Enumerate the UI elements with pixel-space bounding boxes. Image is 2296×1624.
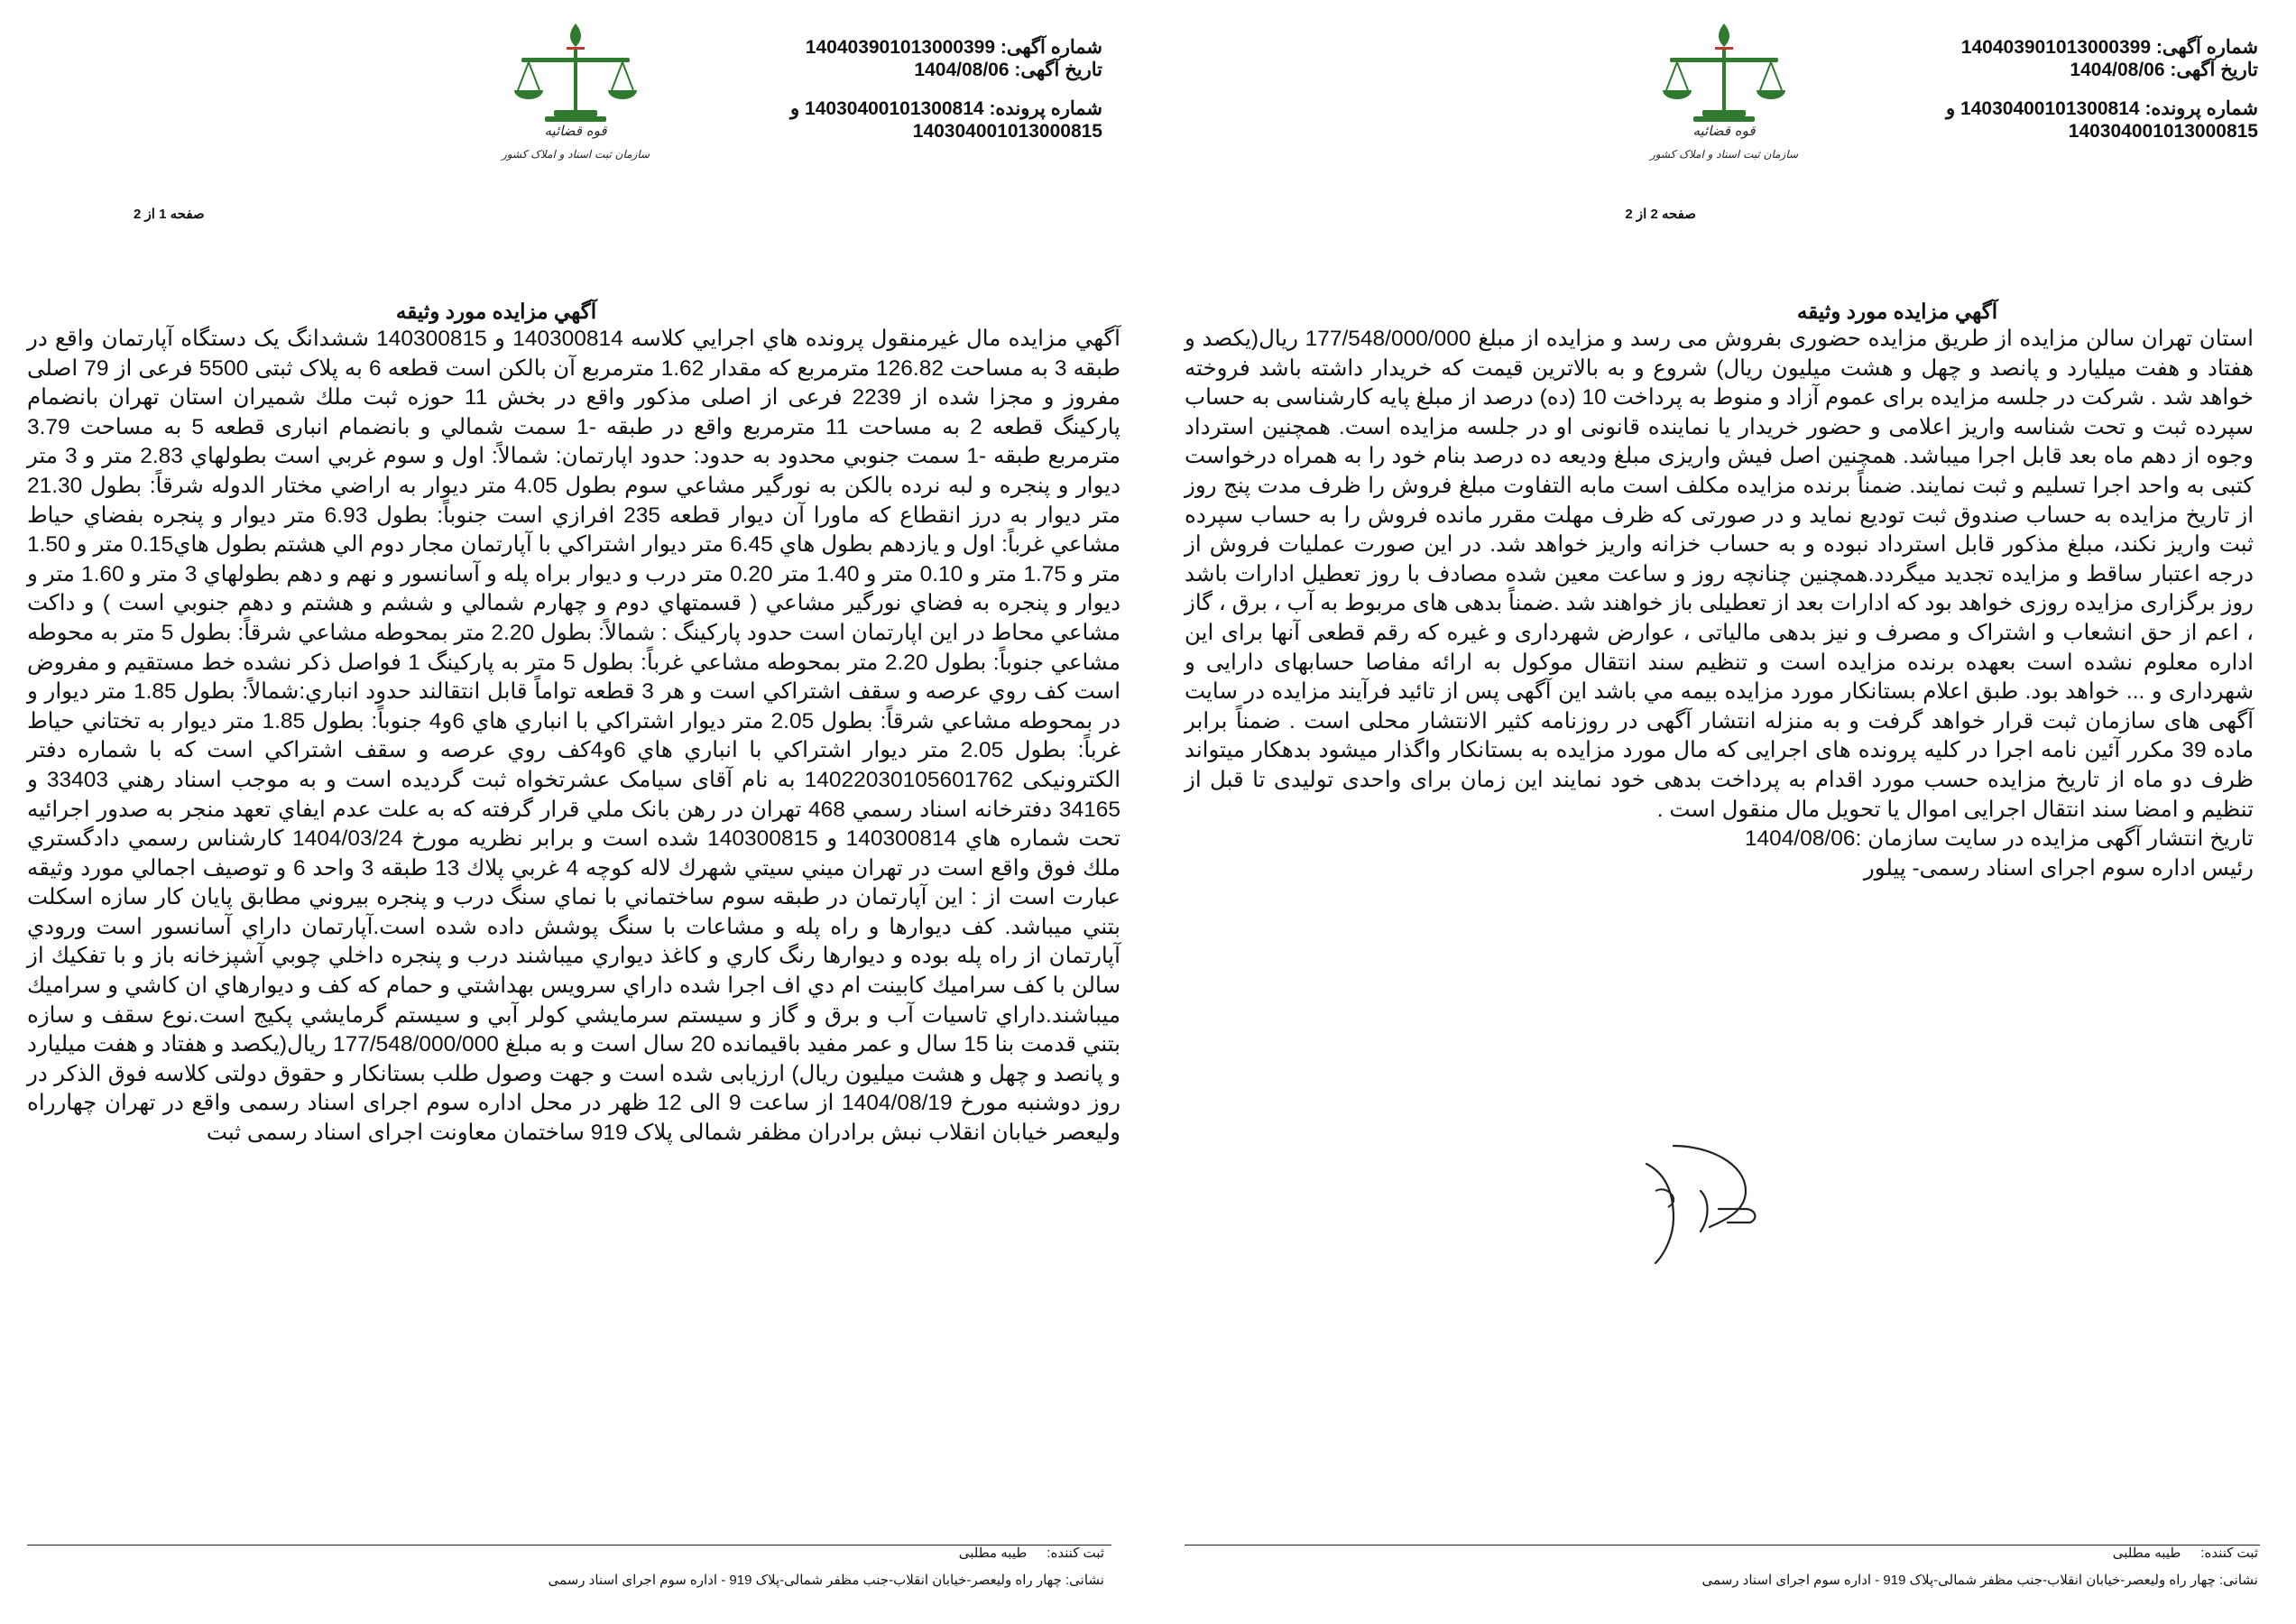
notice-body: [27, 325, 1120, 1149]
ad-date-label: تاریخ آگهی:: [2170, 60, 2258, 80]
footer: [1702, 1545, 2258, 1590]
page-number: صفحه 2 از 2: [1625, 207, 1696, 222]
emblem-caption-1: قوه قضائیه: [1692, 123, 1756, 139]
signature-icon: [1592, 1128, 1791, 1281]
footer: [549, 1545, 1104, 1590]
publish-date-line: تاریخ انتشار آگهی مزایده در سایت سازمان :1404/08/06: [1744, 826, 2254, 852]
case-and: و: [1946, 98, 1956, 119]
ad-number: 140403901013000399: [1960, 37, 2152, 58]
address: چهار راه ولیعصر-خیابان انقلاب-جنب مظفر شمالی-پلاک 919 - اداره سوم اجرای اسناد رسمی: [1701, 1573, 2216, 1588]
body-paragraph: استان تهران سالن مزايده از طريق مزايده حضوری بفروش می رسد و مزايده از مبلغ 177/548/000/000 ريال(يکصد و هفتاد و هفت ميليارد و پانصد و چهل و هشت ميليون ريال) شروع و به بالاترين قيمت که خريدار داشته باشد فروخته خواهد شد . شرکت در جلسه مزايده برای عموم آزاد و منوط به پرداخت 10 (ده) درصد از مبلغ پايه کارشناسی به حساب سپرده ثبت و تحت شناسه واريز اعلامی و حضور خريدار يا نماينده قانونی او در جلسه مزايده است. همچنين استرداد وجوه از دهم ماه بعد قابل اجرا ميباشد. همچنين اصل فيش واريزی مبلغ وديعه ده درصد بنام خود را به همراه درخواست کتبی به واحد اجرا تسليم و ثبت نمايند. ضمناً برنده مزايده مکلف است مابه التفاوت مبلغ فروش را ظرف مدت پنج روز از تاريخ مزايده به حساب صندوق ثبت توديع نمايد و در صورتی که ظرف مهلت مقرر مانده فروش را به حساب سپرده ثبت واريز نکند، مبلغ مذکور قابل استرداد نبوده و به حساب خزانه واريز خواهد شد. در اين صورت عمليات فروش از درجه اعتبار ساقط و مزايده تجديد ميگردد.همچنين چنانچه روز و ساعت معين شده مصادف با روز تعطيل ادارات باشد روز برگزاری مزايده روزی خواهد بود که ادارات بعد از تعطيلی باز خواهند شد .ضمناً بدهی های مربوط به آب ، برق ، گاز ، اعم از حق انشعاب و اشتراک و مصرف و نيز بدهی مالياتی ، عوارض شهرداری و غيره که رقم قطعی آنها برای اين اداره معلوم نشده است بعهده برنده مزايده است و تنظيم سند انتقال موکول به ارائه مفاصا حسابهای دارايی و شهرداری و ... خواهد بود. طبق اعلام بستانکار مورد مزايده بيمه مي باشد اين آگهی پس از تائيد فرآيند مزايده در سايت آگهی های سازمان ثبت قرار خواهد گرفت و به منزله انتشار آگهی در روزنامه کثير الانتشار محلی است . ضمناً برابر ماده 39 مکرر آئين نامه اجرا در کليه پرونده های اجرايی که مال مورد مزايده به بستانکار واگذار ميشود بدهکار ميتواند ظرف دو ماه از تاريخ مزايده حسب مورد اقدام به پرداخت بدهی خود نمايند اين زمان برای واحدی توليدی تا قبل از تنظيم و امضا سند انتقال اجرايی اموال يا تحويل مال منقول است .: [1185, 327, 2254, 822]
case-number-1: 14030400101300814: [1960, 98, 2140, 119]
ad-date: 1404/08/06: [2070, 60, 2165, 80]
case-number-label: شماره پرونده:: [989, 98, 1102, 119]
registrar-label: ثبت کننده:: [2200, 1546, 2258, 1561]
case-number-label: شماره پرونده:: [2144, 98, 2258, 119]
body-paragraph: آگهي مزايده مال غيرمنقول پرونده هاي اجرايي کلاسه 140300814 و 140300815 ششدانگ يک دستگاه آپارتمان واقع در طبقه 3 به مساحت 126.82 مترمربع که مقدار 1.62 مترمربع آن بالکن است قطعه 6 به پلاک ثبتی 5500 فرعی از 79 اصلی مفروز و مجزا شده از 2239 فرعی از اصلی مذکور واقع در بخش 11 حوزه ثبت ملك شميران استان تهران بانضمام پارکينگ قطعه 2 به مساحت 11 مترمربع واقع در طبقه -1 سمت شمالي و بانضمام انباری قطعه 5 به مساحت 3.79 مترمربع طبقه -1 سمت جنوبي محدود به حدود: حدود اپارتمان: شمالاً: اول و سوم غربي است بطولهاي 2.83 متر و 3 متر ديوار و پنجره و لبه نرده بالكن به نورگير مشاعي سوم بطول 4.05 متر ديوار به اراضي مختار الدوله شرقاً: بطول 21.30 متر ديوار به درز انقطاع كه ماورا آن ديوار قطعه 235 افرازي است جنوباً: بطول 6.93 متر ديوار و پنجره بفضاي حياط مشاعي غرباً: اول و يازدهم بطول هاي 6.45 متر ديوار اشتراكي با آپارتمان مجار دوم الي هشتم بطول هاي0.15 متر و 1.50 متر و 1.75 متر و 0.10 متر و 1.40 متر 0.20 متر درب و ديوار براه پله و آسانسور و نهم و دهم بطولهاي 3 متر و 1.60 متر و ديوار و پنجره به فضاي نورگير مشاعي ( قسمتهاي دوم و چهارم شمالي و ششم و هشتم و دهم جنوبي است ) و داكت مشاعي محاط در اين اپارتمان است حدود پاركينگ : شمالاً: بطول 2.20 متر بمحوطه مشاعي شرقاً: بطول 5 متر به محوطه مشاعي جنوباً: بطول 2.20 متر بمحوطه مشاعي غرباً: بطول 5 متر به پاركينگ 1 فواصل ذكر نشده خط مستقيم و مفروض است كف روي عرصه و سقف اشتراكي است و هر 3 قطعه تواماً قابل انتقالند حدود انباري:شمالاً: بطول 1.85 متر ديوار و در بمحوطه مشاعي شرقاً: بطول 2.05 متر ديوار اشتراكي با انباري هاي 6و4 جنوباً: بطول 1.85 متر ديوار به تختاني حياط غرباً: بطول 2.05 متر ديوار اشتراكي با انباري هاي 6و4كف روي عرصه و سقف اشتراكي است كه با شماره دفتر الکترونیکی 14022030105601762 به نام آقای سیامک عشرتخواه ثبت گردیده است و به موجب اسناد رهني 33403 و 34165 دفترخانه اسناد رسمي 468 تهران در رهن بانک ملي قرار گرفته كه به علت عدم ايفاي تعهد منجر به صدور اجرائيه تحت شماره هاي 140300814 و 140300815 شده است و برابر نظريه مورخ 1404/03/24 كارشناس رسمي دادگستري ملك فوق واقع است در تهران ميني سيتي شهرك لاله کوچه 4 غربي پلاك 13 طبقه 3 واحد 6 و توصيف اجمالي مورد وثيقه عبارت است از : اين آپارتمان در طبقه سوم ساختماني با نماي سنگ درب و پنجره بيروني مطابق پايان كار سازه اسكلت بتني ميباشد. كف ديوارها و راه پله و مشاعات با سنگ پوشش داده شده است.آپارتمان داراي آسانسور است ورودي آپارتمان از راه پله بوده و ديوارها رنگ كاري و كاغذ ديواري ميباشند درب و پنجره داخلي چوبي آشپزخانه باز و با تفكيك از سالن با كف سراميك كابينت ام دي اف اجرا شده داراي سرويس بهداشتي و حمام كه كف و ديوارهاي ان كاشي و سراميك ميباشند.داراي تاسيات آب و برق و گاز و سيستم سرمايشي كولر آبي و سيستم گرمايشي پكيج است.نوع سقف و سازه بتني قدمت بنا 15 سال و عمر مفيد باقيمانده 20 سال است و به مبلغ 177/548/000/000 ريال(يکصد و هفتاد و هفت ميليارد و پانصد و چهل و هشت ميليون ريال) ارزيابی شده است و جهت وصول طلب بستانکار و حقوق دولتی کلاسه فوق الذکر در روز دوشنبه مورخ 1404/08/19 از ساعت 9 الی 12 ظهر در محل اداره سوم اجرای اسناد رسمی واقع در تهران چهارراه وليعصر خيابان انقلاب نبش برادران مظفر شمالی پلاک 919 ساختمان معاونت اجرای اسناد رسمی ثبت: [27, 327, 1121, 1146]
emblem-caption-2: سازمان ثبت اسناد و املاک کشور: [1649, 148, 1799, 161]
case-number-1: 14030400101300814: [805, 98, 984, 119]
case-and: و: [790, 98, 800, 119]
address-label: نشانی:: [1065, 1573, 1104, 1588]
signatory-line: رئیس اداره سوم اجرای اسناد رسمی- پیلور: [1863, 855, 2254, 881]
ad-number-label: شماره آگهی:: [1000, 37, 1102, 58]
page-title: آگهي مزايده مورد وثيقه: [395, 300, 597, 323]
case-number-2: 140304001013000815: [912, 121, 1102, 142]
registrar-name: طیبه مطلبی: [958, 1546, 1028, 1561]
notice-body: [1185, 325, 2254, 883]
ad-date-label: تاریخ آگهی:: [1014, 60, 1102, 80]
header-meta: [1946, 36, 2258, 143]
address: چهار راه ولیعصر-خیابان انقلاب-جنب مظفر شمالی-پلاک 919 - اداره سوم اجرای اسناد رسمی: [548, 1573, 1062, 1588]
registrar-label: ثبت کننده:: [1047, 1546, 1104, 1561]
registrar-name: طیبه مطلبی: [2112, 1546, 2181, 1561]
header-meta: [790, 36, 1102, 143]
signature: [1592, 1128, 1791, 1281]
judiciary-emblem: [494, 7, 657, 179]
emblem-caption-2: سازمان ثبت اسناد و املاک کشور: [501, 148, 650, 161]
page-title: آگهي مزايده مورد وثيقه: [1796, 300, 1998, 323]
judiciary-emblem: [1643, 7, 1805, 179]
emblem-caption-1: قوه قضائیه: [544, 123, 607, 139]
page-right: [1148, 0, 2296, 1624]
page-number: صفحه 1 از 2: [134, 207, 205, 222]
ad-date: 1404/08/06: [914, 60, 1010, 80]
ad-number-label: شماره آگهی:: [2155, 37, 2258, 58]
address-label: نشانی:: [2219, 1573, 2258, 1588]
ad-number: 140403901013000399: [805, 37, 996, 58]
case-number-2: 140304001013000815: [2068, 121, 2258, 142]
